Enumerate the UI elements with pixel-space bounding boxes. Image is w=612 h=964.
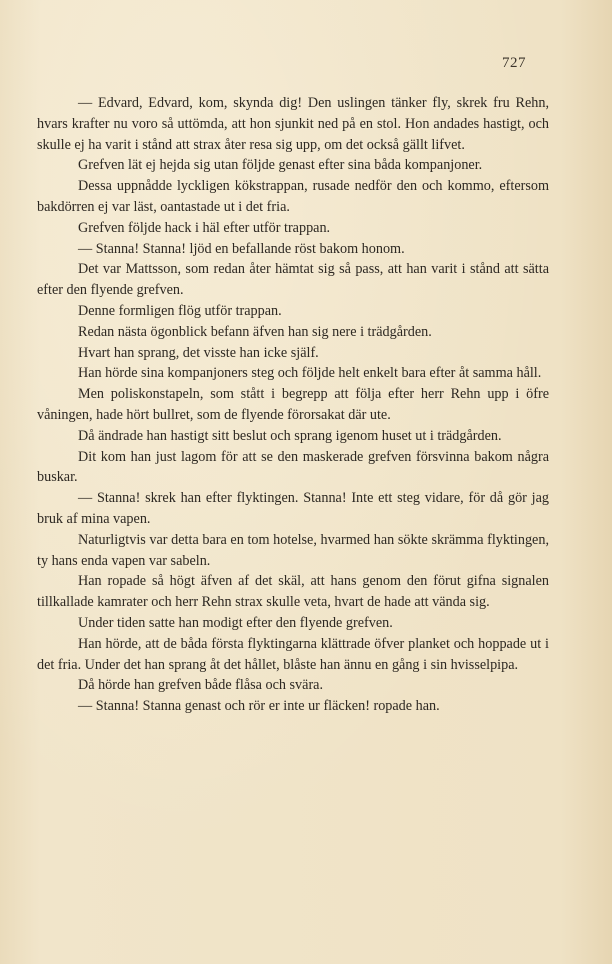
paragraph-5: — Stanna! Stanna! ljöd en befallande röst bakom honom.: [78, 240, 405, 257]
paragraph-16: Han ropade så högt äfven af det skäl, att hans genom den förut gifna signalen tillkallade kamrater och herr Rehn strax skulle veta, hvart de hade att vända sig.: [37, 573, 549, 611]
paragraph-2: Grefven lät ej hejda sig utan följde genast efter sina båda kompanjoner.: [78, 157, 483, 174]
paragraph-3: Dessa uppnådde lyckligen kökstrappan, rusade nedför den och kommo, eftersom bakdörren ej var läst, oantastade ut i det fria.: [37, 178, 549, 215]
paragraph-8: Redan nästa ögonblick befann äfven han sig nere i trädgården.: [78, 323, 432, 340]
paragraph-19: Då hörde han grefven både flåsa och svära.: [78, 677, 324, 694]
paragraph-4: Grefven följde hack i häl efter utför trappan.: [78, 219, 331, 236]
paragraph-12: Då ändrade han hastigt sitt beslut och sprang igenom huset ut i trädgården.: [78, 427, 502, 444]
paragraph-6: Det var Mattsson, som redan åter hämtat sig så pass, att han varit i stånd att sätta efter den flyende grefven.: [37, 261, 549, 299]
paragraph-17: Under tiden satte han modigt efter den flyende grefven.: [78, 614, 393, 631]
paragraph-7: Denne formligen flög utför trappan.: [78, 302, 282, 319]
paragraph-13: Dit kom han just lagom för att se den maskerade grefven försvinna bakom några buskar.: [37, 448, 549, 486]
paragraph-11: Men poliskonstapeln, som stått i begrepp att följa efter herr Rehn upp i öfre våningen, hade hört bullret, som de flyende förorsakat där ute.: [37, 386, 549, 423]
body-text: [37, 93, 549, 717]
paragraph-15: Naturligtvis var detta bara en tom hotelse, hvarmed han sökte skrämma flyktingen, ty hans enda vapen var sabeln.: [37, 531, 549, 569]
paragraph-10: Han hörde sina kompanjoners steg och följde helt enkelt bara efter åt samma håll.: [78, 365, 542, 382]
paragraph-14: — Stanna! skrek han efter flyktingen. Stanna! Inte ett steg vidare, för då gör jag bruk af mina vapen.: [37, 490, 549, 527]
paragraph-1: — Edvard, Edvard, kom, skynda dig! Den uslingen tänker fly, skrek fru Rehn, hvars krafter nu voro så uttömda, att hon sjunkit ned på en stol. Hon andades hastigt, och skulle ej ha varit i stånd att strax åter resa sig upp, om det också gällt lifvet.: [37, 95, 549, 153]
paragraph-18: Han hörde, att de båda första flyktingarna klättrade öfver planket och hoppade ut i det fria. Under det han sprang åt det hållet, blåste han ännu en gång i sin hvisselpipa.: [37, 635, 549, 673]
paragraph-20: — Stanna! Stanna genast och rör er inte ur fläcken! ropade han.: [78, 698, 440, 715]
page-number: 727: [502, 55, 526, 71]
paragraph-9: Hvart han sprang, det visste han icke själf.: [78, 344, 319, 361]
